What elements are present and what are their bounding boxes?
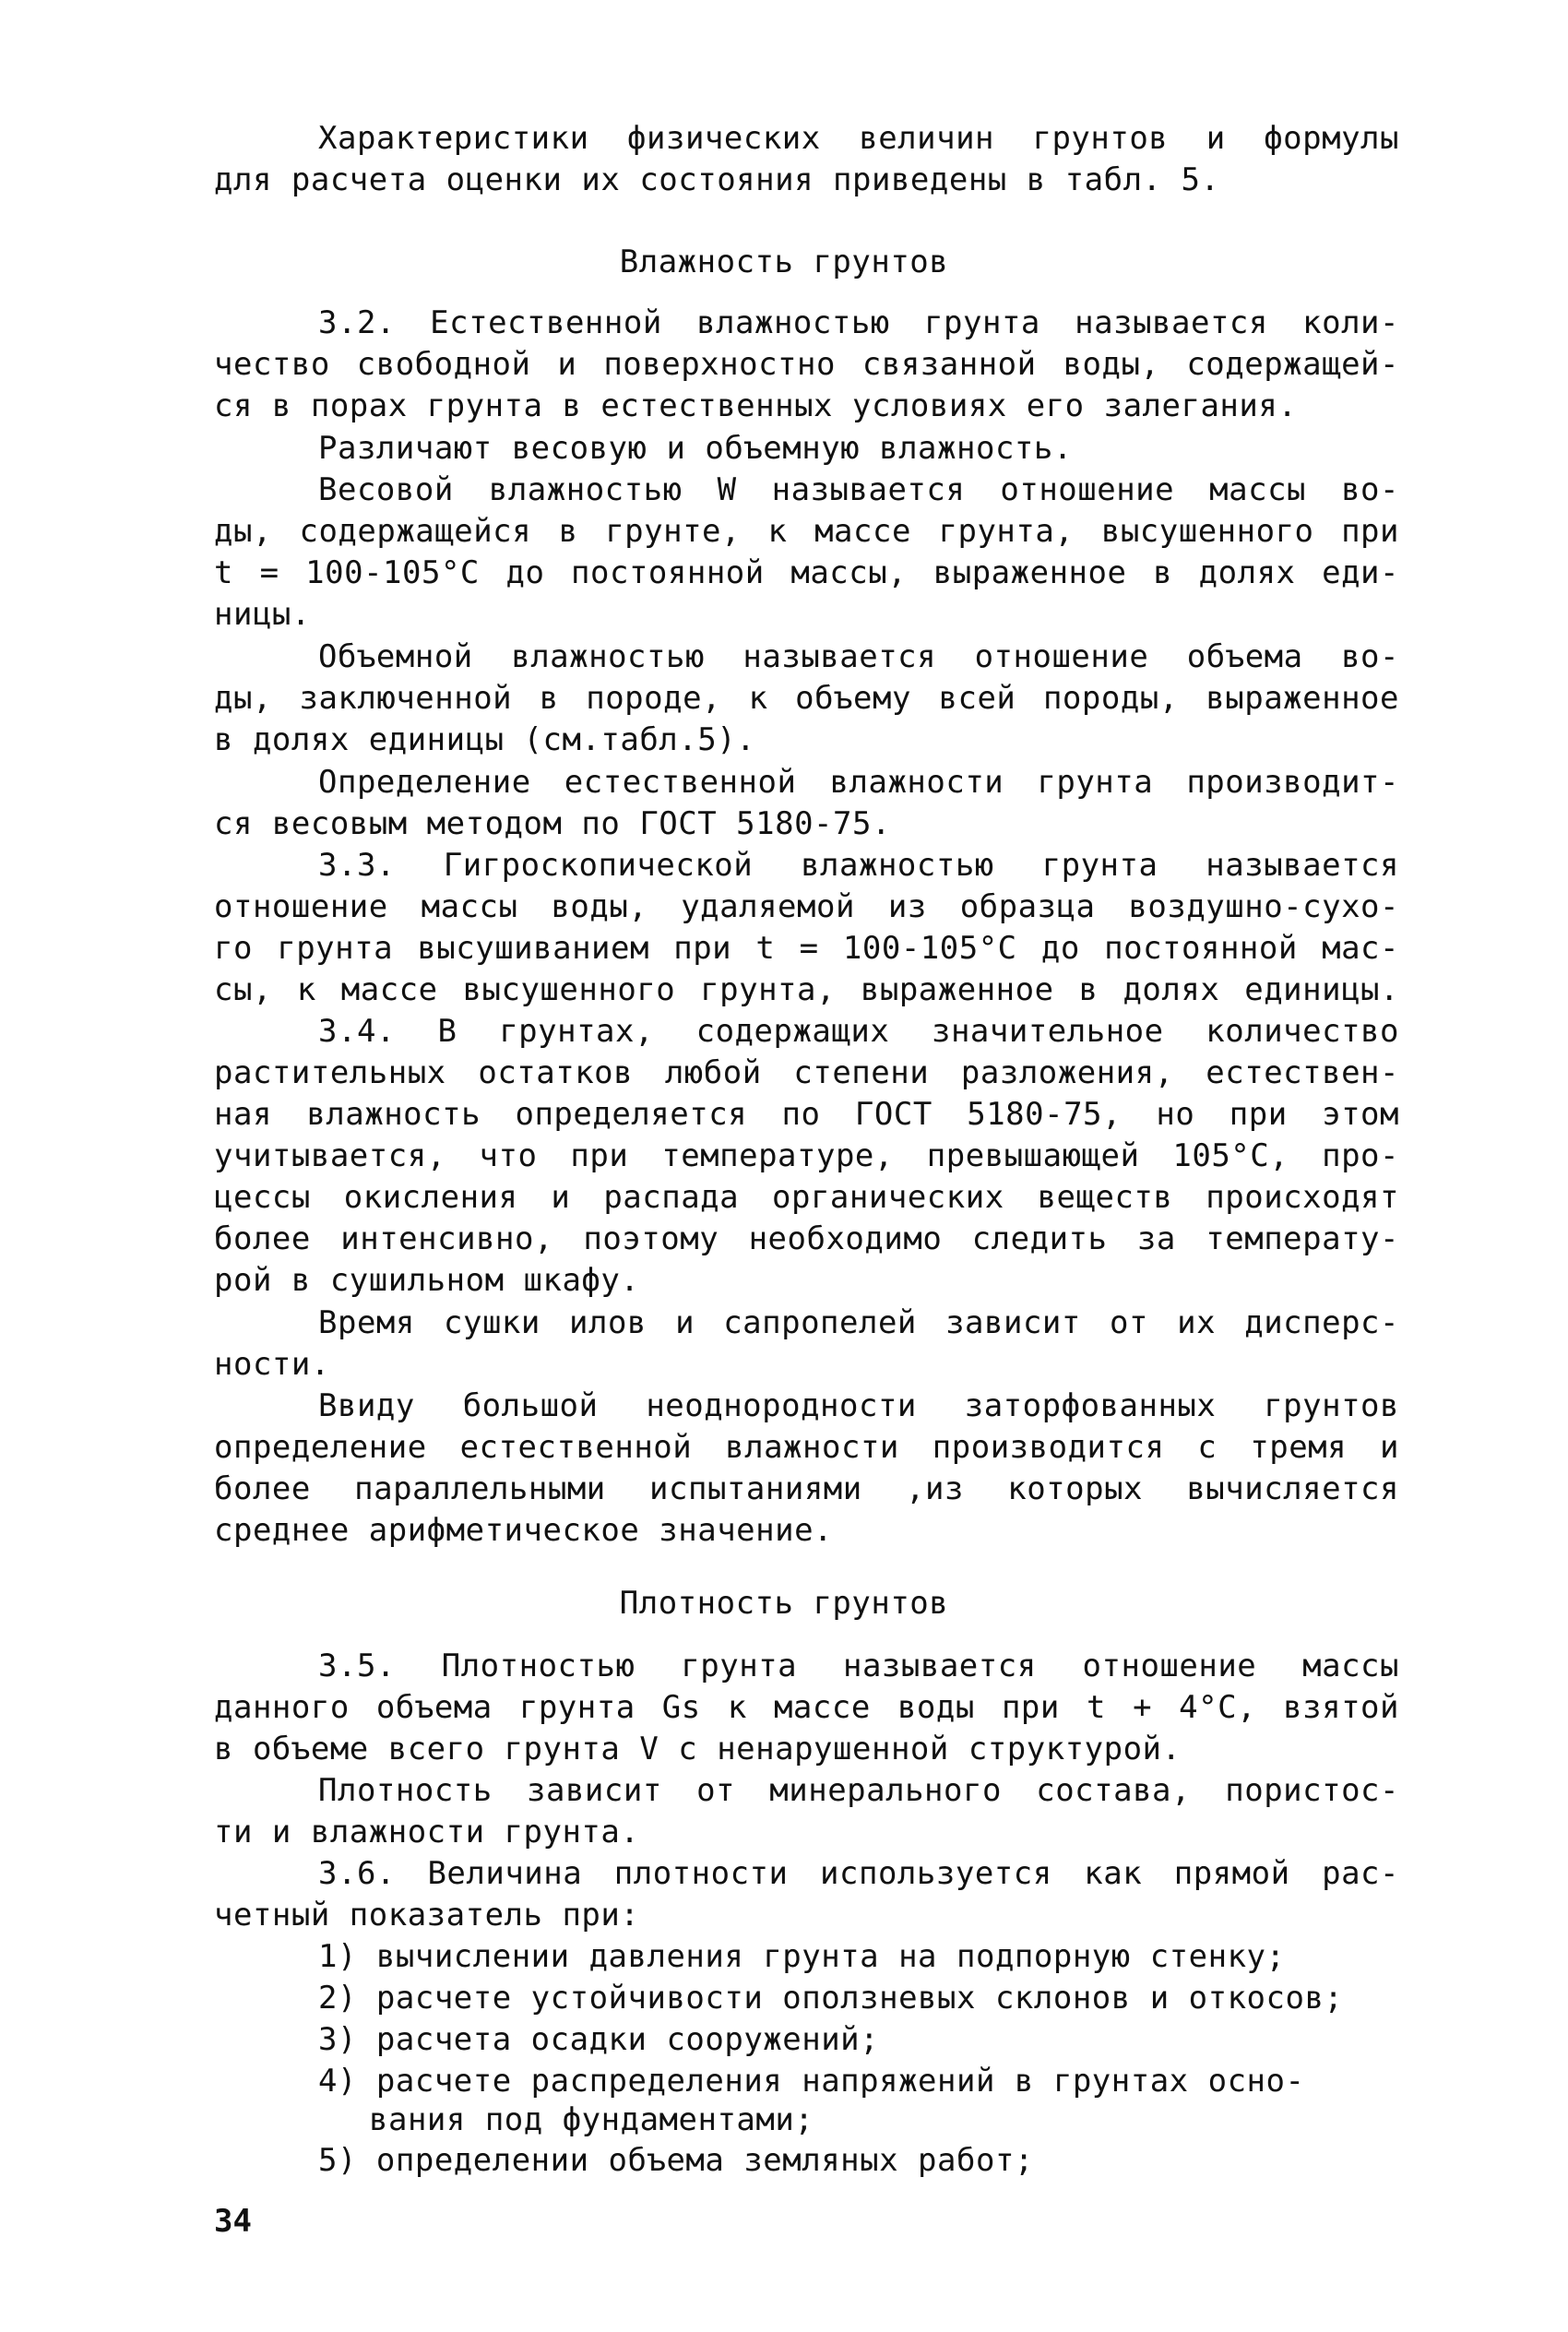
paragraph-3-2-line-3: ся в порах грунта в естественных условиях его залегания. (214, 387, 1298, 424)
paragraph-3-4-line-7: рой в сушильном шкафу. (214, 1262, 640, 1299)
list-item-3: 3) расчета осадки сооружений; (318, 2021, 880, 2058)
paragraph-weight-line-2: ды, содержащейся в грунте, к массе грунта, высушенного при (214, 513, 1399, 550)
paragraph-peat-line-3: более параллельными испытаниями ,из которых вычисляется (214, 1470, 1399, 1507)
intro-line-2: для расчета оценки их состояния приведены в табл. 5. (214, 161, 1220, 198)
paragraph-3-4-line-4: учитывается, что при температуре, превышающей 105°С, про- (214, 1137, 1399, 1174)
paragraph-3-4-line-3: ная влажность определяется по ГОСТ 5180-75, но при этом (214, 1096, 1399, 1133)
paragraph-3-3-line-2: отношение массы воды, удаляемой из образца воздушно-сухо- (214, 888, 1399, 925)
paragraph-3-3-line-1: 3.3. Гигроскопической влажностью грунта называется (318, 847, 1399, 884)
paragraph-drying-line-1: Время сушки илов и сапропелей зависит от их дисперс- (318, 1304, 1399, 1341)
paragraph-3-2-line-1: 3.2. Естественной влажностью грунта называется коли- (318, 304, 1399, 341)
paragraph-3-3-line-4: сы, к массе высушенного грунта, выраженное в долях единицы. (214, 971, 1399, 1008)
paragraph-3-6-line-2: четный показатель при: (214, 1897, 640, 1933)
paragraph-3-5-line-1: 3.5. Плотностью грунта называется отношение массы (318, 1648, 1399, 1684)
paragraph-volume-line-1: Объемной влажностью называется отношение объема во- (318, 638, 1399, 675)
list-item-4-continuation: вания под фундаментами; (369, 2101, 814, 2138)
paragraph-peat-line-2: определение естественной влажности производится с тремя и (214, 1429, 1399, 1466)
paragraph-3-5-line-2: данного объема грунта Gs к массе воды при t + 4°С, взятой (214, 1689, 1399, 1726)
paragraph-3-5-line-3: в объеме всего грунта V с ненарушенной структурой. (214, 1731, 1182, 1767)
paragraph-3-3-line-3: го грунта высушиванием при t = 100-105°С до постоянной мас- (214, 930, 1399, 967)
paragraph-3-4-line-2: растительных остатков любой степени разложения, естествен- (214, 1054, 1399, 1091)
section-heading-moisture: Влажность грунтов (619, 244, 949, 280)
paragraph-density-dep-line-2: ти и влажности грунта. (214, 1814, 640, 1850)
paragraph-weight-line-1: Весовой влажностью W называется отношение массы во- (318, 471, 1399, 508)
paragraph-moisture-types: Различают весовую и объемную влажность. (318, 430, 1073, 467)
list-item-5: 5) определении объема земляных работ; (318, 2142, 1034, 2179)
paragraph-density-dep-line-1: Плотность зависит от минерального состава, пористос- (318, 1772, 1399, 1809)
paragraph-volume-line-2: ды, заключенной в породе, к объему всей породы, выраженное (214, 680, 1399, 717)
paragraph-weight-line-3: t = 100-105°С до постоянной массы, выраженное в долях еди- (214, 554, 1399, 591)
paragraph-method-line-2: ся весовым методом по ГОСТ 5180-75. (214, 805, 891, 842)
paragraph-3-4-line-1: 3.4. В грунтах, содержащих значительное количество (318, 1013, 1399, 1050)
section-heading-density: Плотность грунтов (619, 1585, 949, 1622)
paragraph-peat-line-4: среднее арифметическое значение. (214, 1512, 834, 1549)
list-item-4: 4) расчете распределения напряжений в грунтах осно- (318, 2063, 1305, 2100)
intro-line-1: Характеристики физических величин грунтов и формулы (318, 120, 1399, 157)
list-item-2: 2) расчете устойчивости оползневых склонов и откосов; (318, 1980, 1344, 2017)
list-item-1: 1) вычислении давления грунта на подпорную стенку; (318, 1938, 1286, 1975)
paragraph-volume-line-3: в долях единицы (см.табл.5). (214, 721, 756, 758)
paragraph-3-6-line-1: 3.6. Величина плотности используется как прямой рас- (318, 1855, 1399, 1892)
paragraph-3-2-line-2: чество свободной и поверхностно связанной воды, содержащей- (214, 346, 1399, 383)
paragraph-method-line-1: Определение естественной влажности грунта производит- (318, 764, 1399, 801)
page-number: 34 (214, 2203, 252, 2240)
paragraph-peat-line-1: Ввиду большой неоднородности заторфованных грунтов (318, 1387, 1399, 1424)
paragraph-drying-line-2: ности. (214, 1346, 330, 1383)
paragraph-3-4-line-5: цессы окисления и распада органических веществ происходят (214, 1179, 1399, 1216)
paragraph-3-4-line-6: более интенсивно, поэтому необходимо следить за температу- (214, 1220, 1399, 1257)
paragraph-weight-line-4: ницы. (214, 596, 311, 633)
